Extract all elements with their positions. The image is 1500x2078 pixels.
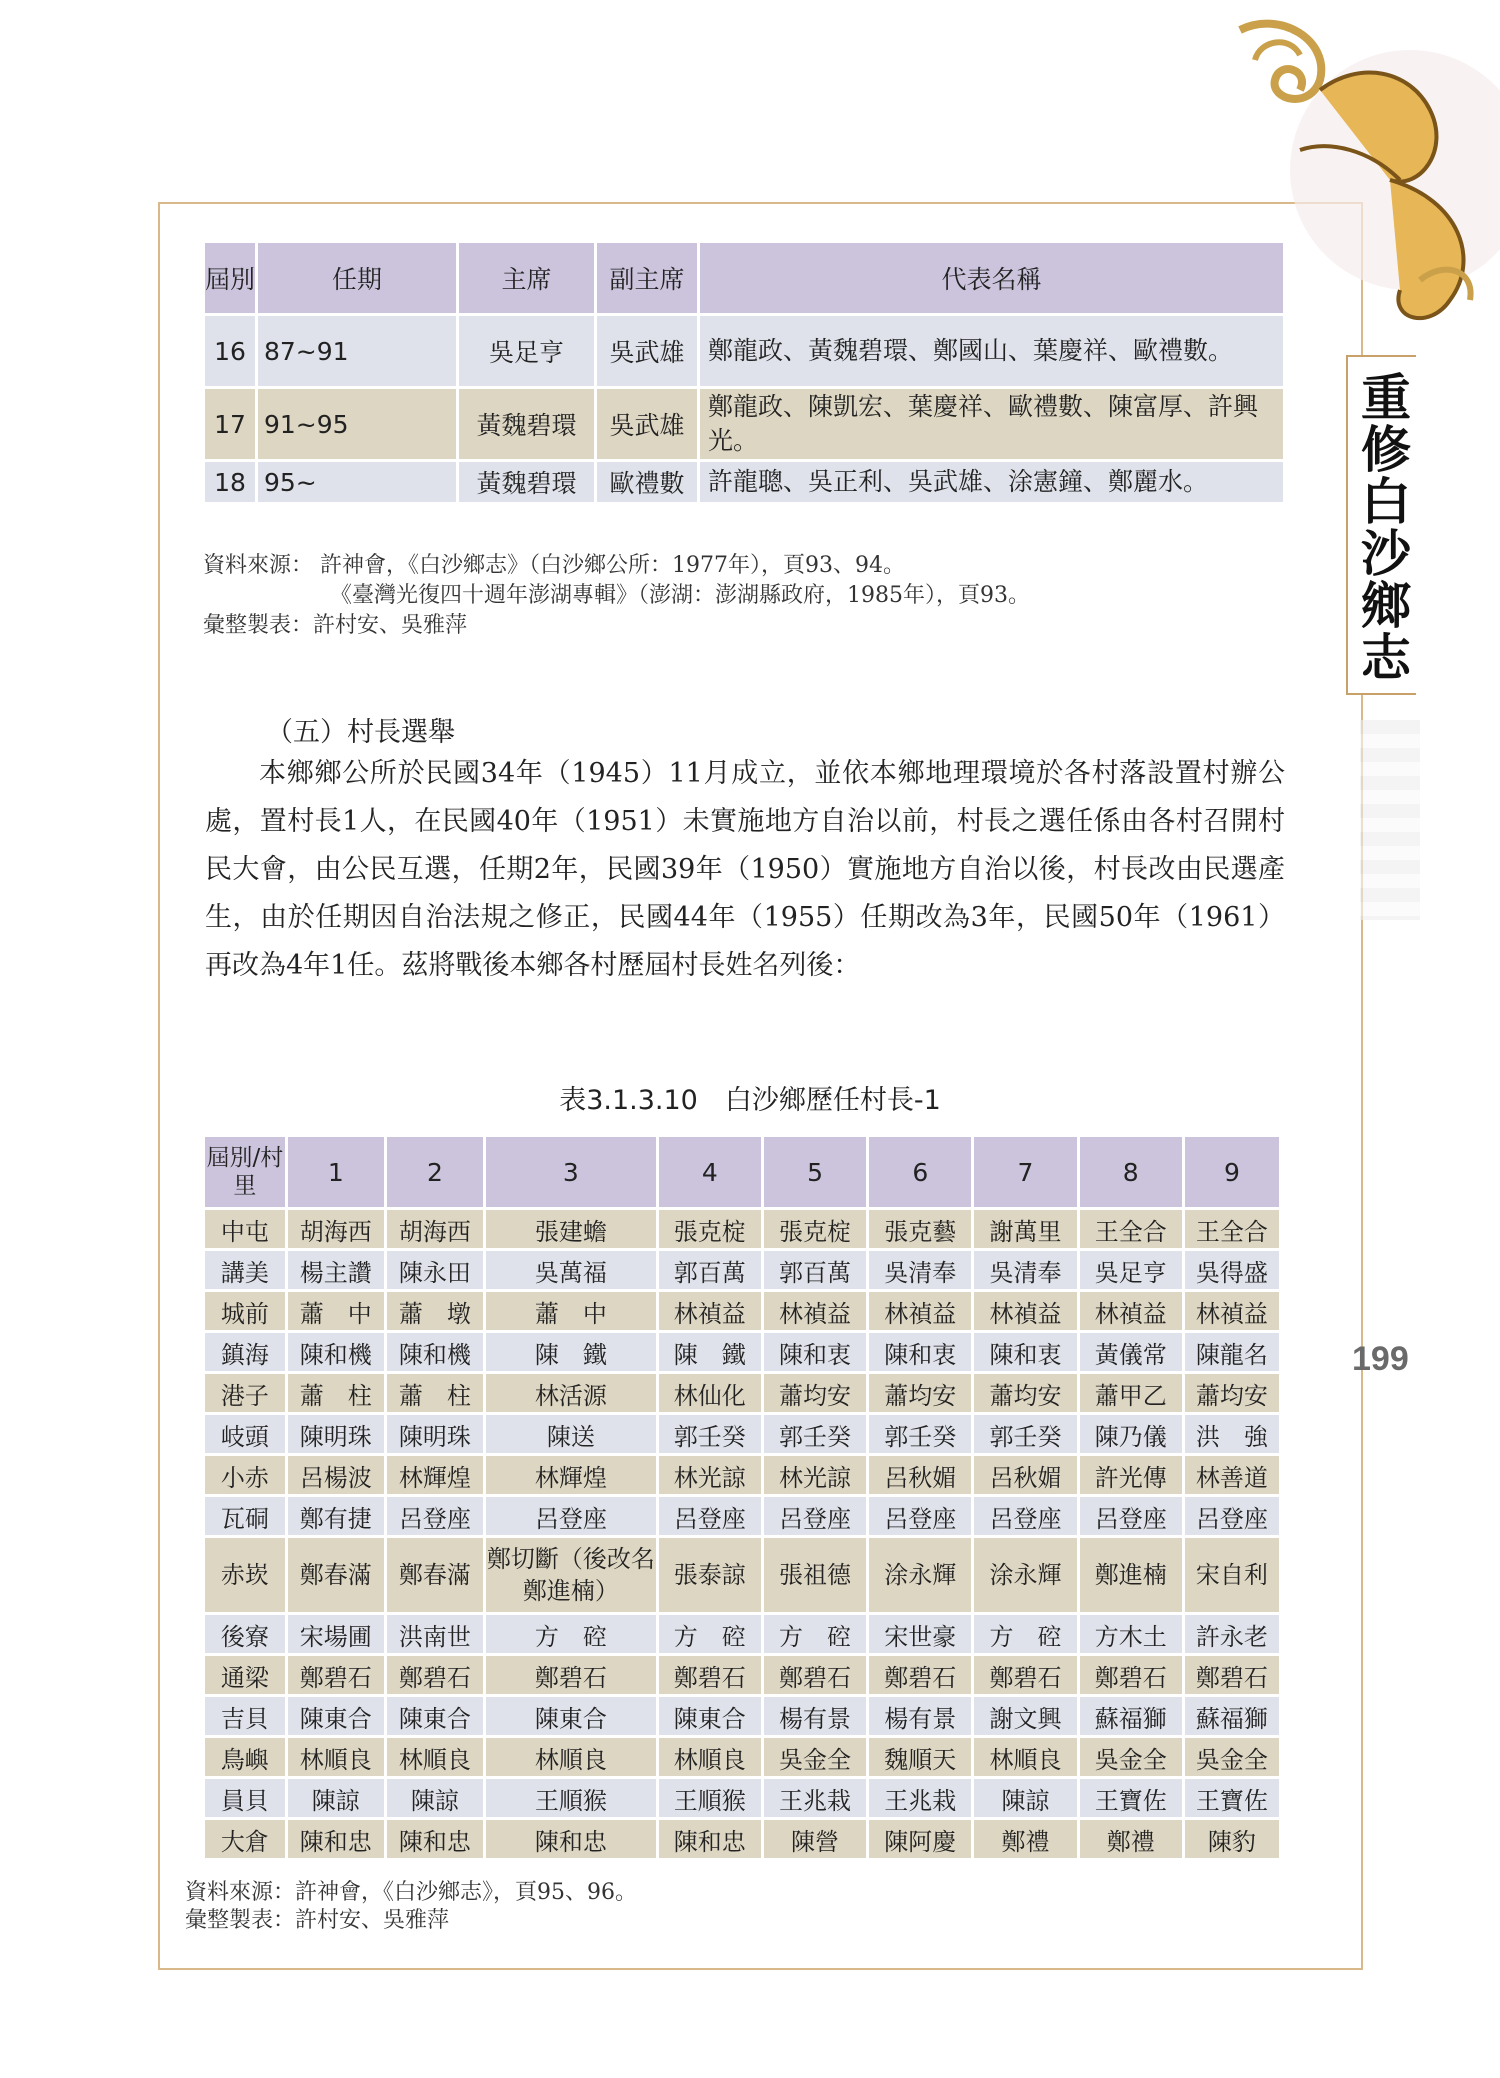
chief-name-cell: 呂登座 — [974, 1497, 1076, 1535]
table-row — [205, 389, 1283, 459]
chief-name-cell: 郭壬癸 — [869, 1415, 971, 1453]
chief-name-cell: 陳和忠 — [288, 1820, 384, 1858]
chief-name-cell: 林順良 — [387, 1738, 483, 1776]
chief-name-cell: 鄭春滿 — [387, 1538, 483, 1612]
chief-name-cell: 鄭碧石 — [974, 1656, 1076, 1694]
chief-name-cell: 陳 鐵 — [659, 1333, 761, 1371]
chief-name-cell: 吳金全 — [1080, 1738, 1182, 1776]
chief-name-cell: 郭壬癸 — [764, 1415, 866, 1453]
table-row — [205, 1615, 1279, 1653]
header-cell: 6 — [869, 1137, 971, 1207]
table-row — [205, 1656, 1279, 1694]
header-cell: 5 — [764, 1137, 866, 1207]
village-name-cell: 中屯 — [205, 1210, 285, 1248]
chief-name-cell: 張祖德 — [764, 1538, 866, 1612]
chief-name-cell: 林活源 — [486, 1374, 656, 1412]
village-name-cell: 通梁 — [205, 1656, 285, 1694]
chief-name-cell: 楊有景 — [764, 1697, 866, 1735]
chief-name-cell: 陳和機 — [288, 1333, 384, 1371]
chief-name-cell: 許光傳 — [1080, 1456, 1182, 1494]
village-name-cell: 員貝 — [205, 1779, 285, 1817]
table2-compiled-by: 彙整製表：許村安、吳雅萍 — [185, 1908, 450, 1933]
chief-name-cell: 陳龍名 — [1185, 1333, 1279, 1371]
header-cell: 屆別 — [205, 243, 255, 313]
chief-name-cell: 魏順天 — [869, 1738, 971, 1776]
chief-name-cell: 陳阿慶 — [869, 1820, 971, 1858]
chief-name-cell: 王順猴 — [486, 1779, 656, 1817]
table-row — [205, 1251, 1279, 1289]
chief-name-cell: 吳得盛 — [1185, 1251, 1279, 1289]
vice-chair-cell: 吳武雄 — [597, 316, 697, 386]
village-name-cell: 瓦硐 — [205, 1497, 285, 1535]
table-row — [205, 1374, 1279, 1412]
header-cell: 副主席 — [597, 243, 697, 313]
chief-name-cell: 鄭碧石 — [764, 1656, 866, 1694]
chief-name-cell: 方 硿 — [764, 1615, 866, 1653]
header-cell: 2 — [387, 1137, 483, 1207]
chief-name-cell: 鄭碧石 — [659, 1656, 761, 1694]
chief-name-cell: 許永老 — [1185, 1615, 1279, 1653]
chief-name-cell: 宋場圃 — [288, 1615, 384, 1653]
term-cell: 17 — [205, 389, 255, 459]
chief-name-cell: 王全合 — [1080, 1210, 1182, 1248]
table-row — [205, 1738, 1279, 1776]
chief-name-cell: 林善道 — [1185, 1456, 1279, 1494]
village-name-cell: 港子 — [205, 1374, 285, 1412]
chief-name-cell: 王兆栽 — [869, 1779, 971, 1817]
chief-name-cell: 吳金全 — [764, 1738, 866, 1776]
chief-name-cell: 宋世豪 — [869, 1615, 971, 1653]
chief-name-cell: 洪南世 — [387, 1615, 483, 1653]
book-title-tab — [1346, 355, 1416, 695]
village-name-cell: 赤崁 — [205, 1538, 285, 1612]
chief-name-cell: 吳萬福 — [486, 1251, 656, 1289]
chief-name-cell: 張克椗 — [659, 1210, 761, 1248]
chief-name-cell: 鄭春滿 — [288, 1538, 384, 1612]
chief-name-cell: 陳明珠 — [387, 1415, 483, 1453]
table-row — [205, 1292, 1279, 1330]
chief-name-cell: 林光諒 — [659, 1456, 761, 1494]
table-row — [205, 1333, 1279, 1371]
section-paragraph: 本鄉鄉公所於民國34年（1945）11月成立，並依本鄉地理環境於各村落設置村辦公處，置村長1人，在民國40年（1951）未實施地方自治以前，村長之選任係由各村召開村民大會，由公民互選，任期2年，民國39年（1950）實施地方自治以後，村長改由民選產生，由於任期因自治法規之修正，民國44年（1955）任期改為3年，民國50年（1961）再改為4年1任。茲將戰後本鄉各村歷屆村長姓名列後： — [205, 758, 1285, 981]
chief-name-cell: 呂楊波 — [288, 1456, 384, 1494]
vice-chair-cell: 吳武雄 — [597, 389, 697, 459]
village-name-cell: 吉貝 — [205, 1697, 285, 1735]
header-cell: 代表名稱 — [700, 243, 1283, 313]
chief-name-cell: 呂登座 — [869, 1497, 971, 1535]
chief-name-cell: 蕭甲乙 — [1080, 1374, 1182, 1412]
chief-name-cell: 張泰諒 — [659, 1538, 761, 1612]
chief-name-cell: 楊主讚 — [288, 1251, 384, 1289]
chief-name-cell: 陳東合 — [659, 1697, 761, 1735]
village-name-cell: 講美 — [205, 1251, 285, 1289]
chief-name-cell: 鄭禮 — [974, 1820, 1076, 1858]
chief-name-cell: 林輝煌 — [387, 1456, 483, 1494]
chief-name-cell: 鄭禮 — [1080, 1820, 1182, 1858]
table1-source-line2: 《臺灣光復四十週年澎湖專輯》（澎湖：澎湖縣政府，1985年），頁93。 — [330, 583, 1030, 608]
chief-name-cell: 吳清奉 — [974, 1251, 1076, 1289]
header-cell: 9 — [1185, 1137, 1279, 1207]
village-name-cell: 大倉 — [205, 1820, 285, 1858]
table1-source-line1: 資料來源： 許神會，《白沙鄉志》（白沙鄉公所：1977年），頁93、94。 — [203, 553, 905, 578]
chief-name-cell: 林禎益 — [764, 1292, 866, 1330]
chief-name-cell: 陳營 — [764, 1820, 866, 1858]
table-row — [205, 1497, 1279, 1535]
chief-name-cell: 陳諒 — [288, 1779, 384, 1817]
chief-name-cell: 林輝煌 — [486, 1456, 656, 1494]
chief-name-cell: 張克藝 — [869, 1210, 971, 1248]
chief-name-cell: 蕭均安 — [1185, 1374, 1279, 1412]
representatives-cell: 鄭龍政、黃魏碧環、鄭國山、葉慶祥、歐禮數。 — [700, 316, 1283, 386]
representatives-cell: 許龍聰、吳正利、吳武雄、涂憲鐘、鄭麗水。 — [700, 462, 1283, 502]
chief-name-cell: 林禎益 — [659, 1292, 761, 1330]
chief-name-cell: 陳東合 — [387, 1697, 483, 1735]
chief-name-cell: 胡海西 — [288, 1210, 384, 1248]
table2-source: 資料來源：許神會，《白沙鄉志》，頁95、96。 — [185, 1880, 637, 1905]
chief-name-cell: 王寶佐 — [1185, 1779, 1279, 1817]
chief-name-cell: 王寶佐 — [1080, 1779, 1182, 1817]
chief-name-cell: 陳乃儀 — [1080, 1415, 1182, 1453]
chief-name-cell: 陳和忠 — [659, 1820, 761, 1858]
chief-name-cell: 郭百萬 — [764, 1251, 866, 1289]
period-cell: 95~ — [258, 462, 456, 502]
chief-name-cell: 鄭碧石 — [387, 1656, 483, 1694]
council-table-header — [205, 243, 1283, 313]
chief-name-cell: 王全合 — [1185, 1210, 1279, 1248]
chief-name-cell: 蘇福獅 — [1185, 1697, 1279, 1735]
header-cell: 主席 — [459, 243, 594, 313]
chief-name-cell: 陳豹 — [1185, 1820, 1279, 1858]
village-table-header — [205, 1137, 1279, 1207]
table-row — [205, 1415, 1279, 1453]
chief-name-cell: 林順良 — [974, 1738, 1076, 1776]
page-number: 199 — [1352, 1340, 1409, 1378]
chief-name-cell: 陳東合 — [288, 1697, 384, 1735]
chief-name-cell: 林禎益 — [1080, 1292, 1182, 1330]
chief-name-cell: 林順良 — [288, 1738, 384, 1776]
chief-name-cell: 吳金全 — [1185, 1738, 1279, 1776]
table2-caption: 表3.1.3.10 白沙鄉歷任村長-1 — [559, 1085, 941, 1116]
table-row — [205, 1779, 1279, 1817]
table-row — [205, 1820, 1279, 1858]
chief-name-cell: 蕭 柱 — [387, 1374, 483, 1412]
representatives-cell: 鄭龍政、陳凱宏、葉慶祥、歐禮數、陳富厚、許興光。 — [700, 389, 1283, 459]
chief-name-cell: 吳清奉 — [869, 1251, 971, 1289]
chair-cell: 吳足亨 — [459, 316, 594, 386]
chief-name-cell: 謝文興 — [974, 1697, 1076, 1735]
chief-name-cell: 陳送 — [486, 1415, 656, 1453]
chief-name-cell: 陳明珠 — [288, 1415, 384, 1453]
chief-name-cell: 呂登座 — [486, 1497, 656, 1535]
chief-name-cell: 呂秋媚 — [974, 1456, 1076, 1494]
chief-name-cell: 林仙化 — [659, 1374, 761, 1412]
village-name-cell: 後寮 — [205, 1615, 285, 1653]
section-heading: （五）村長選舉 — [266, 717, 455, 748]
chief-name-cell: 蕭 中 — [486, 1292, 656, 1330]
chief-name-cell: 楊有景 — [869, 1697, 971, 1735]
table-row — [205, 1697, 1279, 1735]
chief-name-cell: 林禎益 — [869, 1292, 971, 1330]
chief-name-cell: 陳諒 — [387, 1779, 483, 1817]
chief-name-cell: 呂登座 — [1185, 1497, 1279, 1535]
chief-name-cell: 蘇福獅 — [1080, 1697, 1182, 1735]
chief-name-cell: 方 硿 — [974, 1615, 1076, 1653]
village-name-cell: 鎮海 — [205, 1333, 285, 1371]
chief-name-cell: 鄭切斷（後改名鄭進楠） — [486, 1538, 656, 1612]
chief-name-cell: 林光諒 — [764, 1456, 866, 1494]
chief-name-cell: 鄭碧石 — [486, 1656, 656, 1694]
chief-name-cell: 蕭 墩 — [387, 1292, 483, 1330]
chief-name-cell: 方 硿 — [659, 1615, 761, 1653]
chief-name-cell: 陳和忠 — [387, 1820, 483, 1858]
village-chief-table — [202, 1134, 1282, 1861]
chief-name-cell: 王兆栽 — [764, 1779, 866, 1817]
chief-name-cell: 王順猴 — [659, 1779, 761, 1817]
chief-name-cell: 呂登座 — [659, 1497, 761, 1535]
book-title: 重修白沙鄉志 — [1353, 371, 1412, 683]
header-cell: 1 — [288, 1137, 384, 1207]
header-cell: 任期 — [258, 243, 456, 313]
chief-name-cell: 呂秋媚 — [869, 1456, 971, 1494]
table1-compiled-by: 彙整製表：許村安、吳雅萍 — [203, 613, 468, 638]
chief-name-cell: 呂登座 — [387, 1497, 483, 1535]
chief-name-cell: 張克椗 — [764, 1210, 866, 1248]
chief-name-cell: 郭壬癸 — [659, 1415, 761, 1453]
chief-name-cell: 涂永輝 — [974, 1538, 1076, 1612]
chief-name-cell: 鄭有捷 — [288, 1497, 384, 1535]
chief-name-cell: 洪 強 — [1185, 1415, 1279, 1453]
chief-name-cell: 蕭 中 — [288, 1292, 384, 1330]
chief-name-cell: 陳 鐵 — [486, 1333, 656, 1371]
chief-name-cell: 呂登座 — [764, 1497, 866, 1535]
chief-name-cell: 鄭碧石 — [288, 1656, 384, 1694]
chief-name-cell: 方 硿 — [486, 1615, 656, 1653]
village-name-cell: 城前 — [205, 1292, 285, 1330]
chief-name-cell: 鄭碧石 — [869, 1656, 971, 1694]
chief-name-cell: 呂登座 — [1080, 1497, 1182, 1535]
term-cell: 16 — [205, 316, 255, 386]
chief-name-cell: 郭百萬 — [659, 1251, 761, 1289]
chief-name-cell: 吳足亨 — [1080, 1251, 1182, 1289]
term-cell: 18 — [205, 462, 255, 502]
chief-name-cell: 陳和衷 — [869, 1333, 971, 1371]
chief-name-cell: 張建蟾 — [486, 1210, 656, 1248]
chief-name-cell: 郭壬癸 — [974, 1415, 1076, 1453]
bleed-through-shadow — [1360, 720, 1420, 920]
chief-name-cell: 謝萬里 — [974, 1210, 1076, 1248]
vice-chair-cell: 歐禮數 — [597, 462, 697, 502]
chief-name-cell: 陳諒 — [974, 1779, 1076, 1817]
chief-name-cell: 鄭進楠 — [1080, 1538, 1182, 1612]
table-row — [205, 462, 1283, 502]
village-name-cell: 鳥嶼 — [205, 1738, 285, 1776]
chief-name-cell: 陳和機 — [387, 1333, 483, 1371]
table-row — [205, 1456, 1279, 1494]
header-cell: 7 — [974, 1137, 1076, 1207]
chief-name-cell: 陳和衷 — [974, 1333, 1076, 1371]
header-cell: 3 — [486, 1137, 656, 1207]
chief-name-cell: 鄭碧石 — [1185, 1656, 1279, 1694]
chief-name-cell: 方木土 — [1080, 1615, 1182, 1653]
chief-name-cell: 蕭 柱 — [288, 1374, 384, 1412]
council-table — [202, 240, 1286, 505]
table-row — [205, 316, 1283, 386]
period-cell: 91~95 — [258, 389, 456, 459]
village-name-cell: 小赤 — [205, 1456, 285, 1494]
header-cell: 8 — [1080, 1137, 1182, 1207]
chair-cell: 黃魏碧環 — [459, 389, 594, 459]
chief-name-cell: 鄭碧石 — [1080, 1656, 1182, 1694]
chief-name-cell: 林順良 — [659, 1738, 761, 1776]
chair-cell: 黃魏碧環 — [459, 462, 594, 502]
table-row — [205, 1538, 1279, 1612]
header-cell: 4 — [659, 1137, 761, 1207]
table-row — [205, 1210, 1279, 1248]
chief-name-cell: 林禎益 — [974, 1292, 1076, 1330]
chief-name-cell: 陳和衷 — [764, 1333, 866, 1371]
chief-name-cell: 胡海西 — [387, 1210, 483, 1248]
chief-name-cell: 林順良 — [486, 1738, 656, 1776]
chief-name-cell: 陳東合 — [486, 1697, 656, 1735]
chief-name-cell: 陳永田 — [387, 1251, 483, 1289]
chief-name-cell: 黃儀常 — [1080, 1333, 1182, 1371]
chief-name-cell: 蕭均安 — [869, 1374, 971, 1412]
chief-name-cell: 蕭均安 — [764, 1374, 866, 1412]
corner-header-cell: 屆別/村里 — [205, 1137, 285, 1207]
chief-name-cell: 宋自利 — [1185, 1538, 1279, 1612]
chief-name-cell: 涂永輝 — [869, 1538, 971, 1612]
period-cell: 87~91 — [258, 316, 456, 386]
chief-name-cell: 陳和忠 — [486, 1820, 656, 1858]
village-name-cell: 岐頭 — [205, 1415, 285, 1453]
chief-name-cell: 蕭均安 — [974, 1374, 1076, 1412]
chief-name-cell: 林禎益 — [1185, 1292, 1279, 1330]
